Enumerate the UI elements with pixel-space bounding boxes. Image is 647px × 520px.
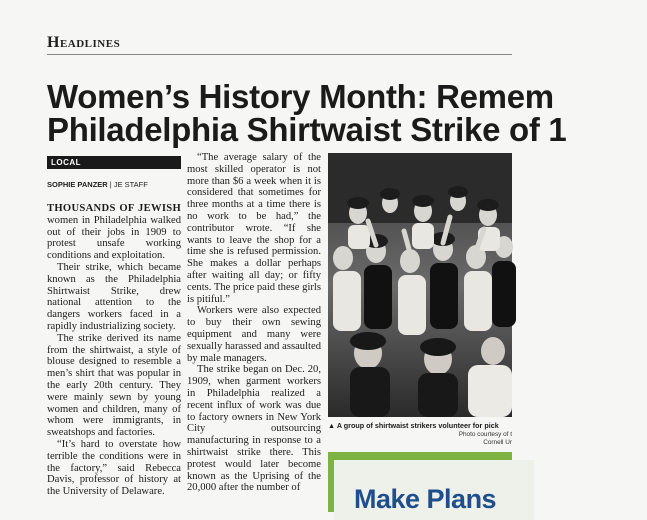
byline bbox=[47, 180, 181, 189]
article-column-2 bbox=[187, 152, 321, 512]
headline-line-1: Women’s History Month: Remem bbox=[47, 78, 554, 115]
advertisement[interactable] bbox=[328, 452, 512, 512]
photo-credit bbox=[328, 431, 512, 447]
photo-image bbox=[328, 153, 512, 417]
paragraph-text: women in Philadelphia walked out of their jobs in 1909 to protest unsafe working conditions and exploitation. bbox=[47, 214, 181, 262]
paragraph: The strike began on Dec. 20, 1909, when garment workers in Philadelphia realized a recent influx of work was due to factory owners in New York City outsourcing manufacturing in response to a shirtwaist strike there. This protest would later become known as the Uprising of the 20,000 after the number of bbox=[187, 364, 321, 494]
photo-caption: ▲ A group of shirtwaist strikers volunteer for pick bbox=[328, 421, 499, 430]
lead-in: THOUSANDS OF JEWISH bbox=[47, 203, 181, 214]
article-column-1 bbox=[47, 203, 181, 512]
article-headline[interactable] bbox=[47, 80, 647, 146]
strike-photo bbox=[328, 153, 512, 417]
headline-line-2: Philadelphia Shirtwaist Strike of 1 bbox=[47, 111, 567, 148]
ad-headline: Make Plans bbox=[354, 484, 497, 514]
section-rule bbox=[47, 54, 512, 55]
byline-author: SOPHIE PANZER bbox=[47, 180, 108, 189]
paragraph: Their strike, which became known as the Philadelphia Shirtwaist Strike, drew national attention to the dangers workers faced in a rapidly industrializing society. bbox=[47, 261, 181, 332]
paragraph: The strike derived its name from the shirtwaist, a style of blouse designed to resemble a men’s shirt that was popular in the early 20th century. They were mainly sewn by young women and children, many of whom were immigrants, in sweatshops and factories. bbox=[47, 332, 181, 439]
photo-credit-line-2: Cornell Ur bbox=[483, 439, 512, 446]
paragraph: Workers were also expected to buy their own sewing equipment and many were sexually harassed and assaulted by male managers. bbox=[187, 305, 321, 364]
section-title: Headlines bbox=[47, 34, 121, 51]
section-kicker: LOCAL bbox=[47, 156, 181, 169]
paragraph: “It’s hard to overstate how terrible the conditions were in the factory,” said Rebecca Davis, professor of history at the University of Delaware. bbox=[47, 438, 181, 498]
photo-credit-line-1: Photo courtesy of t bbox=[458, 431, 512, 438]
byline-role: | JE STAFF bbox=[107, 180, 148, 189]
paragraph: “The average salary of the most skilled operator is not more than $6 a week when it is considered that sometimes for three months at a time there is no work to be had,” the contributor wrote. “If she wants to leave the shop for a time she is refused permission. She makes a dollar perhaps after waiting all day; or fifty cents. The price paid these girls is pitiful.” bbox=[187, 152, 321, 305]
paragraph bbox=[47, 203, 181, 262]
